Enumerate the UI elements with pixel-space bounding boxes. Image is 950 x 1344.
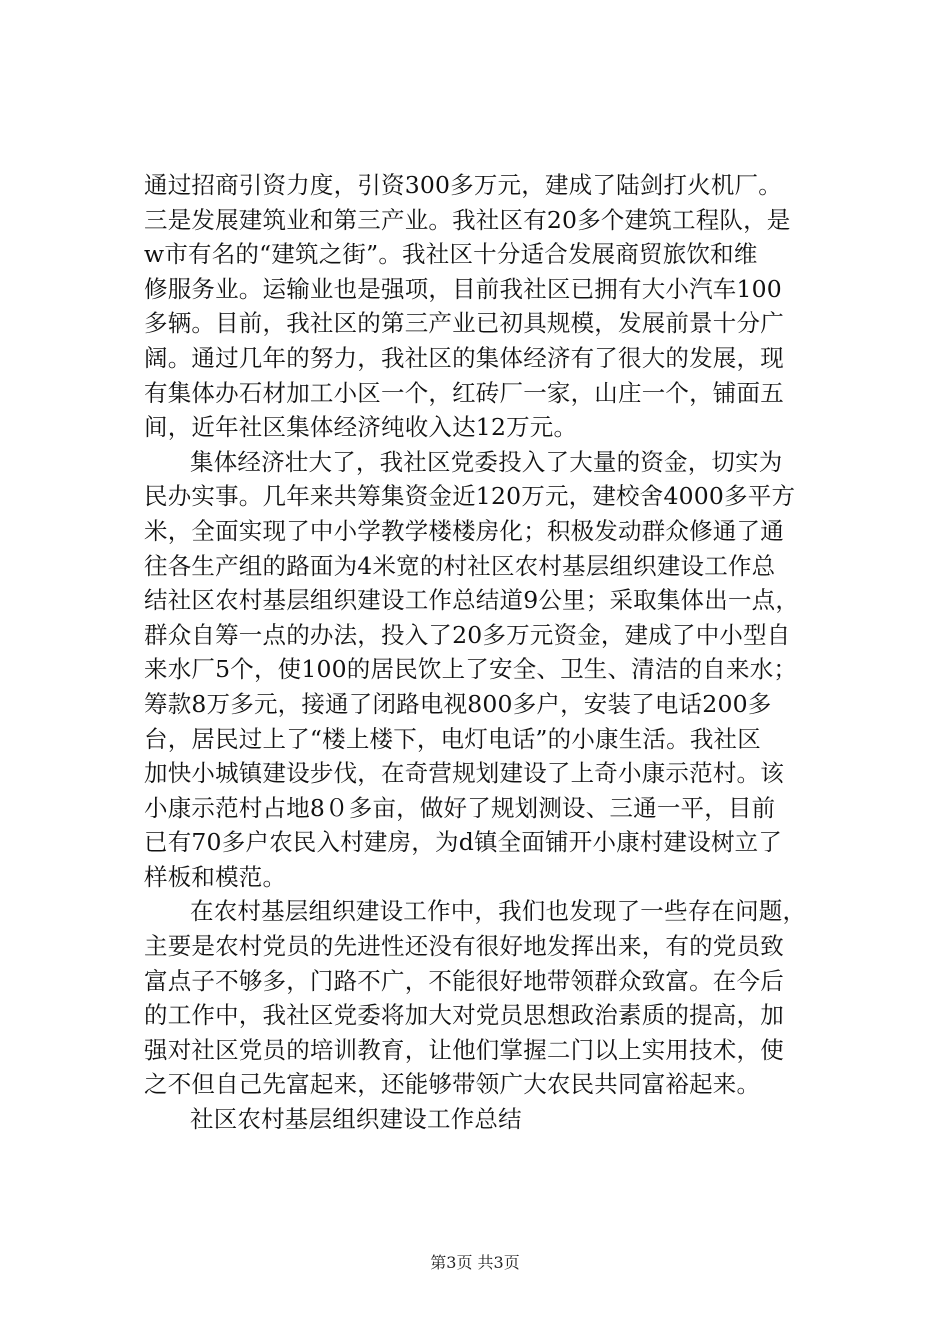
text-line: 筹款8万多元，接通了闭路电视800多户，安装了电话200多: [144, 689, 772, 718]
text-line: 集体经济壮大了，我社区党委投入了大量的资金，切实为: [190, 447, 783, 476]
page-number: 第3页 共3页: [430, 1253, 520, 1272]
text-line: 的工作中，我社区党委将加大对党员思想政治素质的提高，加: [144, 1001, 784, 1030]
text-line: 通过招商引资力度，引资300多万元，建成了陆剑打火机厂。: [144, 171, 782, 199]
text-line: 结社区农村基层组织建设工作总结道9公里；采取集体出一点，: [144, 586, 800, 615]
text-line: 阔。通过几年的努力，我社区的集体经济有了很大的发展，现: [144, 343, 784, 372]
text-line: 群众自筹一点的办法，投入了20多万元资金，建成了中小型自: [144, 620, 791, 649]
text-line: w市有名的“建筑之街”。我社区十分适合发展商贸旅饮和维: [144, 240, 758, 269]
text-line: 已有70多户农民入村建房，为d镇全面铺开小康村建设树立了: [144, 828, 783, 857]
text-line: 米，全面实现了中小学教学楼楼房化；积极发动群众修通了通: [144, 516, 784, 545]
text-line: 强对社区党员的培训教育，让他们掌握二门以上实用技术，使: [144, 1035, 784, 1064]
paragraph-closing-title: [144, 1102, 810, 1137]
text-line: 台，居民过上了“楼上楼下，电灯电话”的小康生活。我社区: [144, 724, 761, 753]
text-line: 三是发展建筑业和第三产业。我社区有20多个建筑工程队，是: [144, 205, 791, 234]
text-line: 主要是农村党员的先进性还没有很好地发挥出来，有的党员致: [144, 932, 784, 961]
text-line: 样板和模范。: [144, 862, 287, 891]
page-footer: [0, 1250, 950, 1273]
text-line: 之不但自己先富起来，还能够带领广大农民共同富裕起来。: [144, 1070, 761, 1099]
paragraph-collective-economy: [144, 445, 810, 895]
text-line: 加快小城镇建设步伐，在奇营规划建设了上奇小康示范村。该: [144, 759, 784, 788]
text-line: 修服务业。运输业也是强项，目前我社区已拥有大小汽车100: [144, 274, 782, 303]
text-line: 来水厂5个，使100的居民饮上了安全、卫生、清洁的自来水；: [144, 655, 798, 684]
text-line: 社区农村基层组织建设工作总结: [190, 1105, 522, 1134]
text-line: 有集体办石材加工小区一个，红砖厂一家，山庄一个，铺面五: [144, 378, 784, 407]
text-line: 富点子不够多，门路不广，不能很好地带领群众致富。在今后: [144, 966, 784, 995]
text-line: 往各生产组的路面为4米宽的村社区农村基层组织建设工作总: [144, 551, 776, 580]
text-line: 小康示范村占地8０多亩，做好了规划测设、三通一平，目前: [144, 793, 776, 822]
paragraph-industry: [144, 168, 810, 445]
document-body: [144, 168, 810, 1137]
text-line: 民办实事。几年来共筹集资金近120万元，建校舍4000多平方: [144, 482, 796, 511]
text-line: 多辆。目前，我社区的第三产业已初具规模，发展前景十分广: [144, 309, 784, 338]
text-line: 间，近年社区集体经济纯收入达12万元。: [144, 413, 578, 442]
text-line: 在农村基层组织建设工作中，我们也发现了一些存在问题，: [190, 897, 807, 926]
paragraph-problems: [144, 894, 810, 1102]
